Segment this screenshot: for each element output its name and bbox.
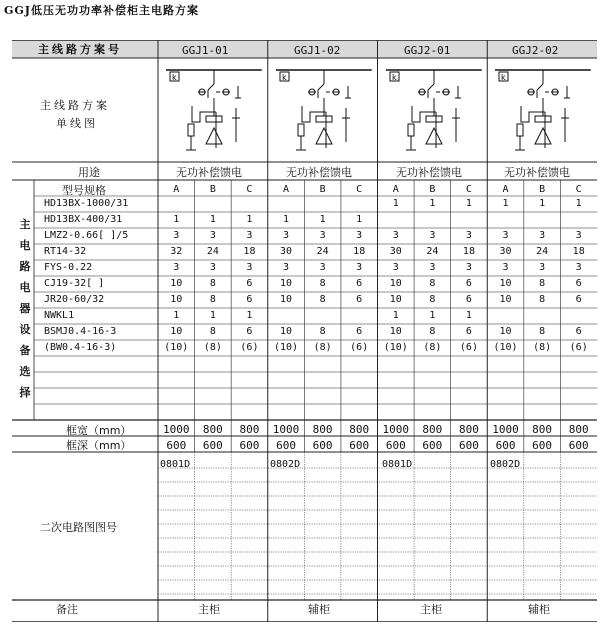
spec-col-6: A [392, 184, 399, 195]
equipment-value: 10 [280, 294, 293, 305]
equipment-value: 10 [499, 278, 512, 289]
frame-width-value: 1000 [272, 423, 300, 436]
equipment-value: 10 [389, 326, 402, 337]
frame-depth-value: 600 [532, 439, 553, 452]
equipment-value: 1 [392, 310, 399, 321]
equipment-value: 3 [392, 262, 399, 273]
equipment-value: 3 [502, 230, 509, 241]
spec-col-3: A [283, 184, 290, 195]
equipment-value: 6 [575, 278, 582, 289]
equipment-value: 8 [209, 278, 216, 289]
single-line-diagram [158, 58, 268, 162]
equipment-value: 1 [173, 310, 180, 321]
spec-col-7: B [429, 184, 436, 195]
remark-1: 主柜 [198, 603, 220, 616]
equipment-value: 8 [429, 294, 436, 305]
equipment-value: 8 [319, 294, 326, 305]
k-label: k [172, 73, 177, 82]
equipment-value: 3 [502, 262, 509, 273]
usage-3: 无功补偿馈电 [396, 166, 462, 179]
equipment-value: 8 [319, 278, 326, 289]
single-line-diagram [268, 58, 378, 162]
secondary-4: 0802D [490, 459, 521, 470]
equipment-value: 24 [206, 246, 219, 257]
frame-depth-value: 600 [239, 439, 260, 452]
equipment-value: 3 [575, 262, 582, 273]
equipment-name: LMZ2-0.66[ ]/5 [44, 230, 129, 241]
frame-depth-value: 600 [202, 439, 223, 452]
equipment-value: (6) [240, 342, 259, 353]
frame-depth-value: 600 [166, 439, 187, 452]
single-line-diagram [378, 58, 488, 162]
frame-width-value: 1000 [382, 423, 410, 436]
spec-col-5: C [356, 184, 363, 195]
equipment-value: 10 [280, 326, 293, 337]
equipment-value: (10) [493, 342, 518, 353]
frame-width-value: 800 [532, 423, 553, 436]
equipment-value: 3 [392, 230, 399, 241]
spec-col-1: B [209, 184, 216, 195]
equipment-value: 1 [502, 198, 509, 209]
equipment-value: 18 [462, 246, 475, 257]
equipment-value: 3 [356, 230, 363, 241]
equipment-name: BSMJ0.4-16-3 [44, 326, 117, 337]
scheme-table [12, 40, 597, 622]
equipment-value: 3 [173, 230, 180, 241]
equipment-name: JR20-60/32 [44, 294, 105, 305]
remark-2: 辅柜 [308, 603, 330, 616]
equipment-value: 10 [499, 294, 512, 305]
equipment-vertical-label: 主电路电器设备选择 [19, 218, 31, 399]
equipment-value: 10 [389, 294, 402, 305]
frame-width-value: 800 [422, 423, 443, 436]
equipment-value: 3 [209, 262, 216, 273]
single-line-diagram [487, 58, 597, 162]
equipment-value: 3 [283, 230, 290, 241]
equipment-value: 32 [170, 246, 183, 257]
equipment-value: 30 [389, 246, 402, 257]
equipment-name: FYS-0.22 [44, 262, 93, 273]
scheme-ggj2-02: GGJ2-02 [512, 44, 559, 57]
equipment-value: 10 [280, 278, 293, 289]
equipment-value: 10 [170, 294, 183, 305]
k-label: k [391, 73, 397, 82]
equipment-value: 6 [465, 278, 472, 289]
equipment-value: 3 [319, 262, 326, 273]
equipment-value: 3 [465, 230, 472, 241]
scheme-number-label: 主线路方案号 [38, 43, 122, 56]
equipment-value: (6) [459, 342, 478, 353]
equipment-value: 3 [575, 230, 582, 241]
equipment-value: 1 [173, 214, 180, 225]
equipment-value: (6) [350, 342, 369, 353]
equipment-value: 1 [539, 198, 546, 209]
equipment-value: 1 [356, 214, 363, 225]
equipment-value: 1 [319, 214, 326, 225]
equipment-value: 8 [539, 294, 546, 305]
equipment-value: 1 [209, 214, 216, 225]
equipment-name: NWKL1 [44, 310, 75, 321]
secondary-3: 0801D [382, 459, 413, 470]
equipment-value: (10) [383, 342, 408, 353]
equipment-value: 1 [429, 198, 436, 209]
secondary-label: 二次电路图图号 [40, 521, 117, 534]
equipment-value: 3 [429, 230, 436, 241]
equipment-value: 6 [465, 294, 472, 305]
equipment-name: RT14-32 [44, 246, 87, 257]
equipment-value: 6 [356, 278, 363, 289]
usage-label: 用途 [78, 166, 100, 179]
frame-width-value: 800 [349, 423, 370, 436]
equipment-value: 6 [356, 294, 363, 305]
equipment-value: 3 [539, 230, 546, 241]
frame-depth-value: 600 [568, 439, 589, 452]
k-label: k [501, 73, 506, 82]
scheme-ggj1-02: GGJ1-02 [294, 44, 341, 57]
remark-3: 主柜 [420, 603, 442, 616]
equipment-value: 8 [429, 326, 436, 337]
equipment-value: 3 [465, 262, 472, 273]
equipment-value: 24 [316, 246, 329, 257]
equipment-value: 1 [246, 310, 253, 321]
equipment-value: 6 [575, 294, 582, 305]
equipment-value: 1 [283, 214, 290, 225]
equipment-value: 6 [356, 326, 363, 337]
document-title: GGJ低压无功功率补偿柜主电路方案 [4, 4, 199, 17]
frame-width-value: 800 [568, 423, 589, 436]
frame-width-value: 800 [239, 423, 260, 436]
equipment-value: 3 [429, 262, 436, 273]
spec-col-11: C [575, 184, 582, 195]
frame-width-value: 1000 [163, 423, 190, 436]
equipment-value: (8) [423, 342, 442, 353]
equipment-name: HD13BX-1000/31 [44, 198, 129, 209]
equipment-value: 6 [246, 294, 253, 305]
equipment-value: 18 [572, 246, 585, 257]
equipment-value: 6 [575, 326, 582, 337]
equipment-value: 6 [246, 278, 253, 289]
spec-col-2: C [246, 184, 253, 195]
equipment-value: 6 [465, 326, 472, 337]
spec-col-0: A [173, 184, 180, 195]
equipment-value: 8 [429, 278, 436, 289]
frame-width-value: 800 [459, 423, 479, 436]
equipment-value: 10 [499, 326, 512, 337]
equipment-value: 1 [246, 214, 253, 225]
equipment-value: (8) [313, 342, 332, 353]
equipment-value: 18 [243, 246, 256, 257]
frame-depth-label: 框深（mm） [66, 439, 132, 452]
equipment-name: HD13BX-400/31 [44, 214, 123, 225]
frame-depth-value: 600 [349, 439, 370, 452]
equipment-value: 3 [246, 230, 253, 241]
spec-col-9: A [502, 184, 509, 195]
equipment-value: 3 [246, 262, 253, 273]
equipment-value: (8) [533, 342, 552, 353]
equipment-value: 24 [536, 246, 549, 257]
usage-4: 无功补偿馈电 [504, 166, 570, 179]
spec-col-10: B [539, 184, 546, 195]
equipment-value: 1 [465, 310, 472, 321]
frame-width-value: 1000 [492, 423, 519, 436]
equipment-value: 6 [246, 326, 253, 337]
spec-col-4: B [319, 184, 326, 195]
equipment-value: 8 [539, 326, 546, 337]
equipment-name: (BW0.4-16-3) [44, 342, 117, 353]
frame-width-label: 框宽（mm） [66, 424, 132, 437]
frame-depth-value: 600 [312, 439, 333, 452]
secondary-1: 0801D [160, 459, 191, 470]
equipment-name: CJ19-32[ ] [44, 278, 105, 289]
remarks-label: 备注 [56, 603, 78, 616]
equipment-value: 8 [209, 294, 216, 305]
equipment-value: 3 [283, 262, 290, 273]
equipment-value: 30 [280, 246, 293, 257]
usage-2: 无功补偿馈电 [286, 166, 352, 179]
frame-depth-value: 600 [422, 439, 443, 452]
equipment-value: 1 [465, 198, 472, 209]
frame-width-value: 800 [202, 423, 223, 436]
equipment-value: 3 [539, 262, 546, 273]
frame-depth-value: 600 [495, 439, 516, 452]
usage-1: 无功补偿馈电 [176, 166, 242, 179]
equipment-value: 3 [173, 262, 180, 273]
k-label: k [281, 73, 287, 82]
secondary-2: 0802D [270, 459, 301, 470]
frame-depth-value: 600 [459, 439, 479, 452]
equipment-value: 18 [353, 246, 366, 257]
scheme-ggj1-01: GGJ1-01 [182, 44, 229, 57]
frame-depth-value: 600 [385, 439, 406, 452]
spec-label: 型号规格 [62, 184, 106, 197]
equipment-value: 8 [539, 278, 546, 289]
equipment-value: 24 [426, 246, 439, 257]
equipment-value: 10 [389, 278, 402, 289]
equipment-value: (10) [273, 342, 299, 353]
scheme-ggj2-01: GGJ2-01 [404, 44, 451, 57]
equipment-value: 3 [319, 230, 326, 241]
equipment-value: 1 [575, 198, 582, 209]
equipment-value: 1 [209, 310, 216, 321]
equipment-value: 30 [499, 246, 512, 257]
equipment-value: 1 [392, 198, 399, 209]
equipment-value: 3 [209, 230, 216, 241]
equipment-value: (6) [569, 342, 588, 353]
equipment-value: 8 [319, 326, 326, 337]
equipment-value: 10 [170, 326, 183, 337]
single-line-label-2: 单线图 [56, 117, 98, 130]
equipment-value: 1 [429, 310, 436, 321]
equipment-value: (8) [203, 342, 222, 353]
remark-4: 辅柜 [528, 603, 550, 616]
frame-width-value: 800 [312, 423, 333, 436]
equipment-value: 3 [356, 262, 363, 273]
equipment-value: (10) [164, 342, 189, 353]
single-line-label-1: 主线路方案 [40, 99, 110, 112]
equipment-value: 10 [170, 278, 183, 289]
spec-col-8: C [465, 184, 472, 195]
equipment-value: 8 [209, 326, 216, 337]
frame-depth-value: 600 [276, 439, 296, 452]
